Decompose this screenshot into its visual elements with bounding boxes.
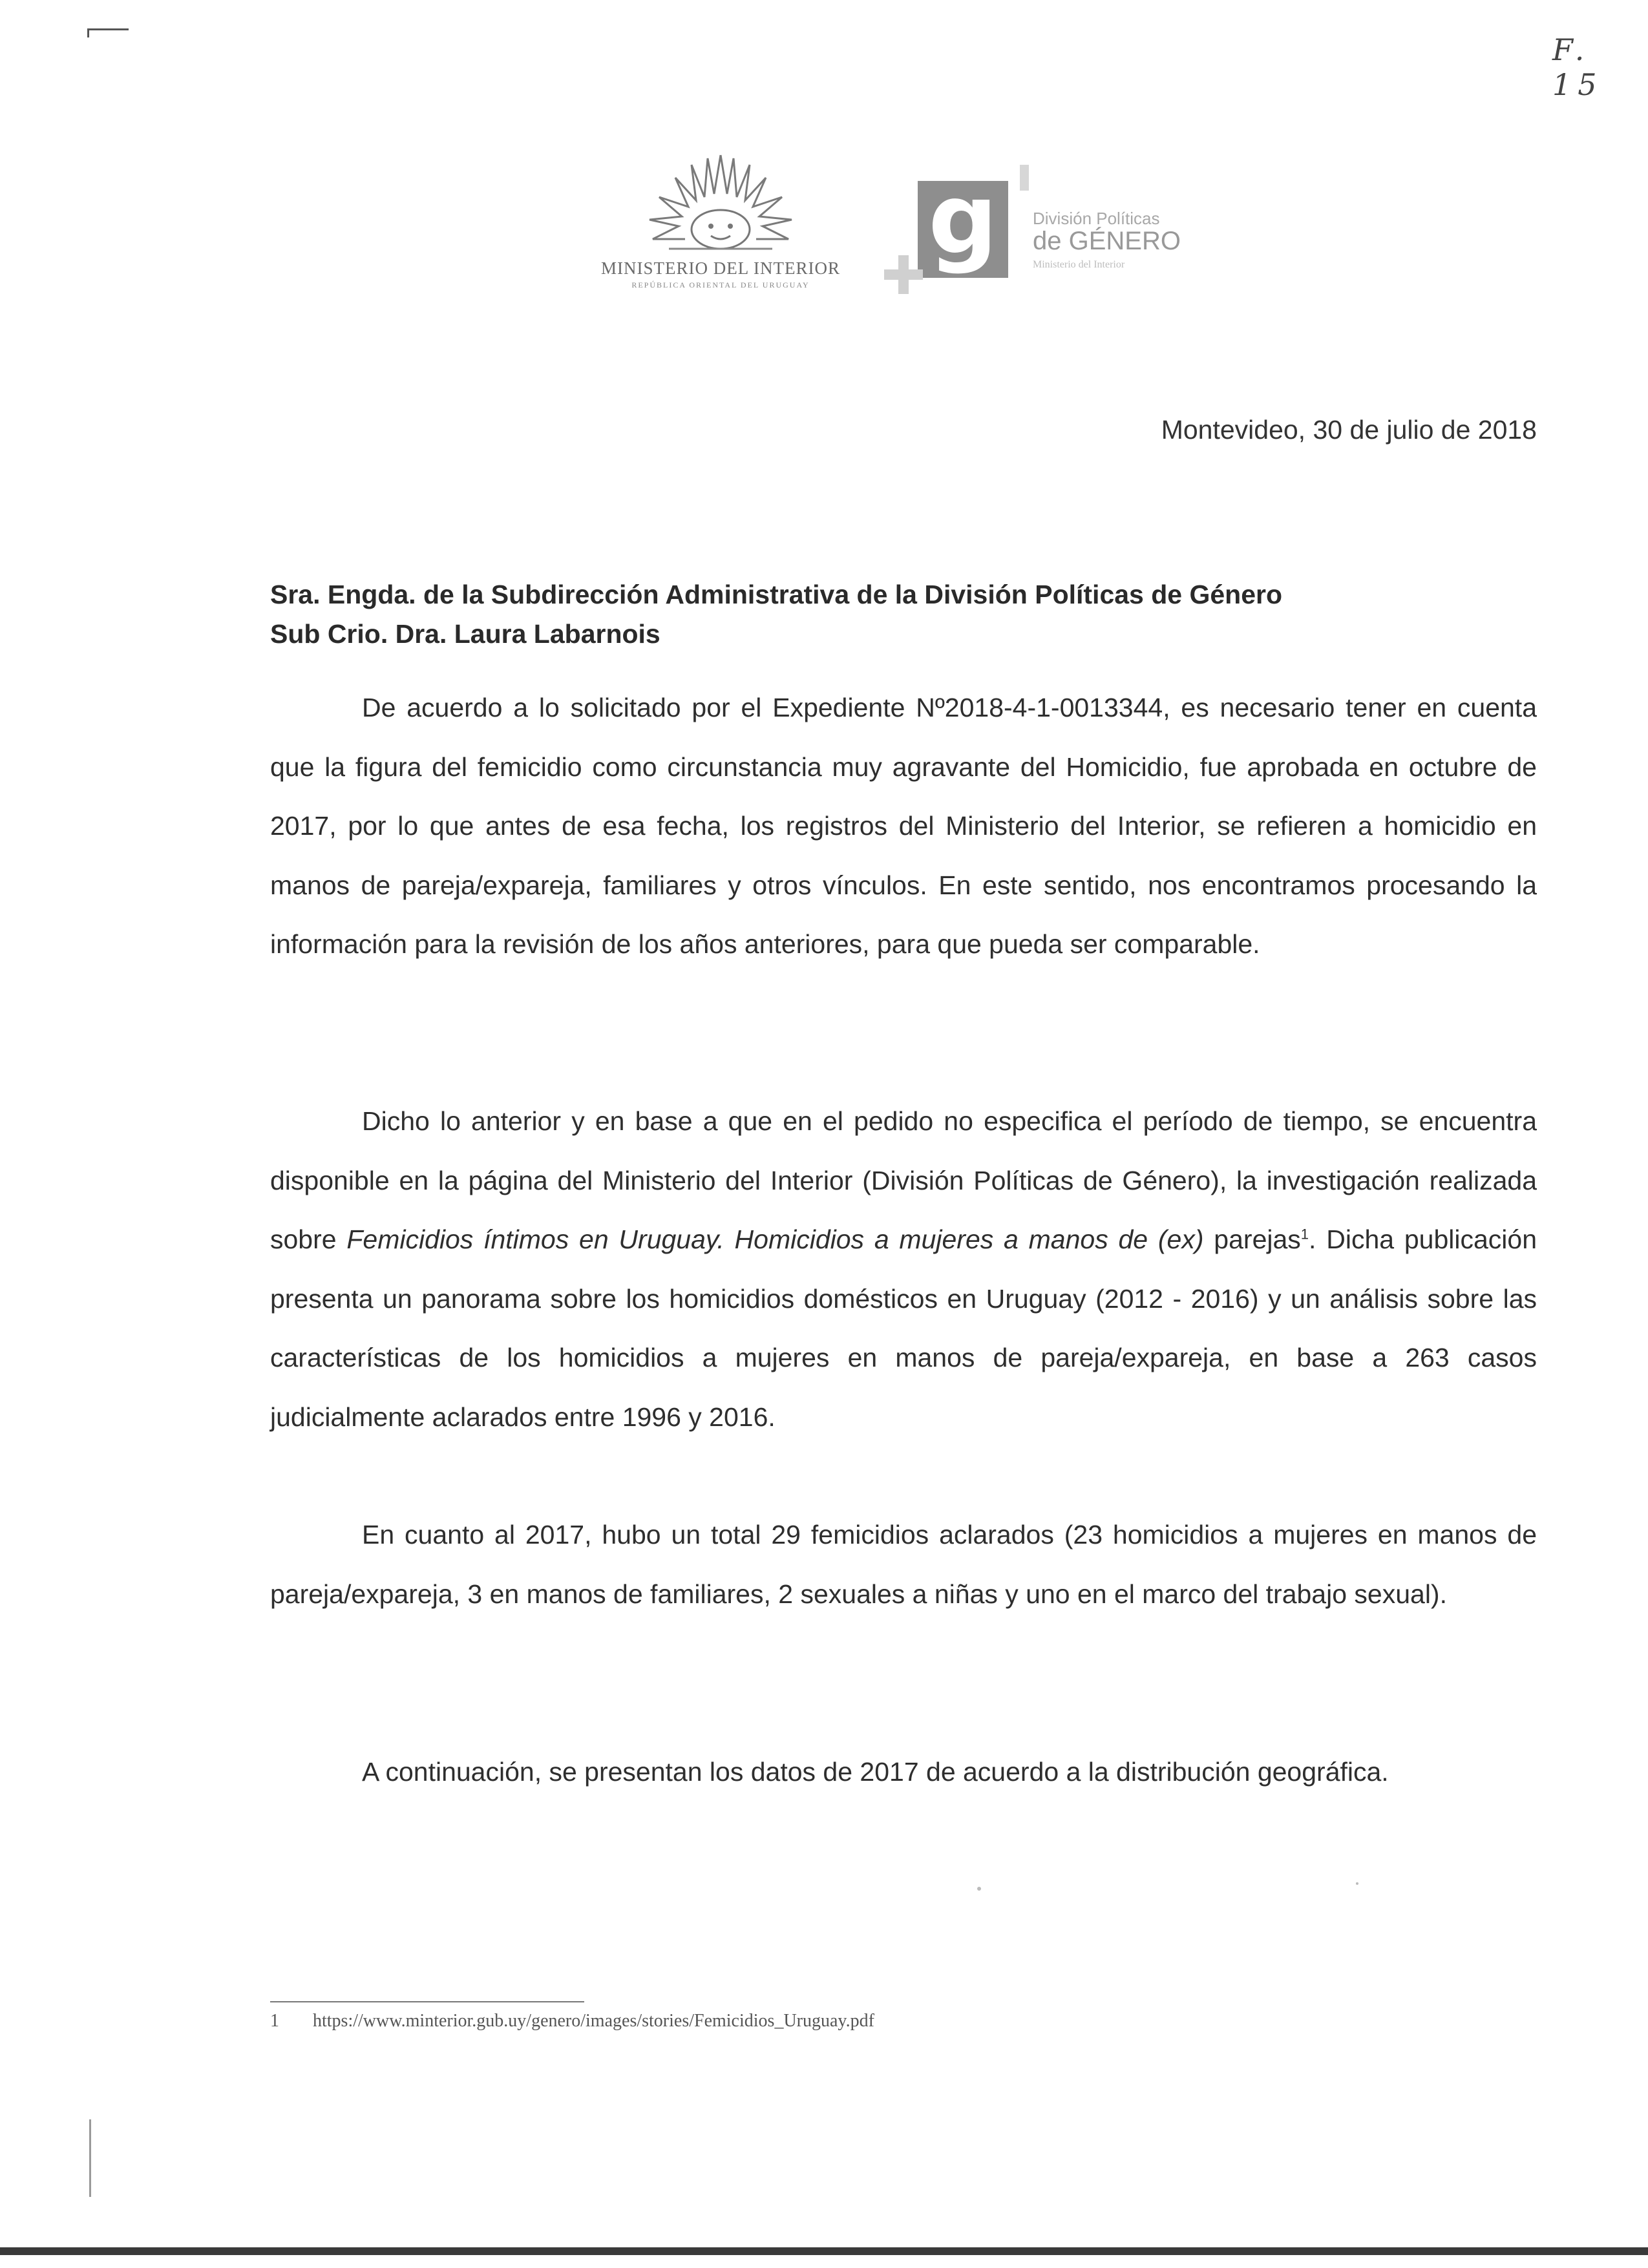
footnote-number: 1 (270, 2011, 279, 2031)
paragraph-4-text: A continuación, se presentan los datos de 2017 de acuerdo a la distribución geográfica. (362, 1757, 1389, 1787)
ministry-name: MINISTERIO DEL INTERIOR (601, 258, 840, 278)
paragraph-2-text-a: Dicho lo anterior y en base a que en el pedido no especifica el período de tiempo, se encuentra disponible en la página del Ministerio del Interior (División Políticas de Género), la investigación realizada sobre (270, 1106, 1537, 1254)
footnote-reference: 1 (1300, 1226, 1309, 1243)
paragraph-2-text-c: . Dicha publicación presenta un panorama sobre los homicidios domésticos en Uruguay (2012 - 2016) y un análisis sobre las características de los homicidios a mujeres en manos de pareja/expareja, en base a 263 casos judicialmente aclarados entre 1996 y 2016. (270, 1224, 1537, 1432)
footnote-divider (270, 2001, 584, 2002)
footnote (270, 2011, 874, 2032)
handwritten-folio-mark: F. 15 (1552, 32, 1603, 102)
genero-logo-letter: g (928, 163, 998, 276)
date-line: Montevideo, 30 de julio de 2018 (1161, 415, 1537, 445)
paragraph-3 (270, 1506, 1537, 1624)
genero-logo-line2: de GÉNERO (1033, 227, 1181, 255)
logo-decoration (1020, 165, 1029, 191)
ministry-subtitle: REPÚBLICA ORIENTAL DEL URUGUAY (631, 280, 810, 289)
paragraph-1-text: De acuerdo a lo solicitado por el Expediente Nº2018-4-1-0013344, es necesario tener en cuenta que la figura del femicidio como circunstancia muy agravante del Homicidio, fue aprobada en octubre de 2017, por lo que antes de esa fecha, los registros del Ministerio del Interior, se refieren a homicidio en manos de pareja/expareja, familiares y otros vínculos. En este sentido, nos encontramos procesando la información para la revisión de los años anteriores, para que pueda ser comparable. (270, 693, 1537, 959)
paragraph-2-text-b: parejas (1203, 1224, 1301, 1254)
sun-of-may-icon (630, 142, 811, 255)
genero-logo-line3: Ministerio del Interior (1033, 259, 1125, 270)
logo-decoration (884, 269, 923, 280)
scan-artifact (87, 28, 129, 30)
scan-speck (1356, 1882, 1358, 1885)
recipient-line1: Sra. Engda. de la Subdirección Administrativa de la División Políticas de Género (270, 580, 1283, 609)
paragraph-4 (270, 1743, 1537, 1802)
publication-title: Femicidios íntimos en Uruguay. Homicidios a mujeres a manos de (ex) (346, 1224, 1204, 1254)
ministerio-logo (585, 142, 856, 297)
scan-artifact (87, 28, 89, 37)
scan-artifact (89, 2119, 91, 2197)
scan-speck (977, 1887, 981, 1891)
genero-logo-line1: División Políticas (1033, 209, 1160, 228)
paragraph-1 (270, 678, 1537, 974)
recipient-line2: Sub Crio. Dra. Laura Labarnois (270, 619, 660, 649)
scan-bottom-edge (0, 2247, 1648, 2255)
paragraph-2 (270, 1092, 1537, 1447)
recipient-block (270, 575, 1537, 654)
paragraph-3-text: En cuanto al 2017, hubo un total 29 femicidios aclarados (23 homicidios a mujeres en manos de pareja/expareja, 3 en manos de familiares, 2 sexuales a niñas y uno en el marco del trabajo sexual). (270, 1520, 1537, 1609)
genero-logo (892, 165, 1202, 307)
footnote-url[interactable]: https://www.minterior.gub.uy/genero/images/stories/Femicidios_Uruguay.pdf (313, 2011, 874, 2031)
